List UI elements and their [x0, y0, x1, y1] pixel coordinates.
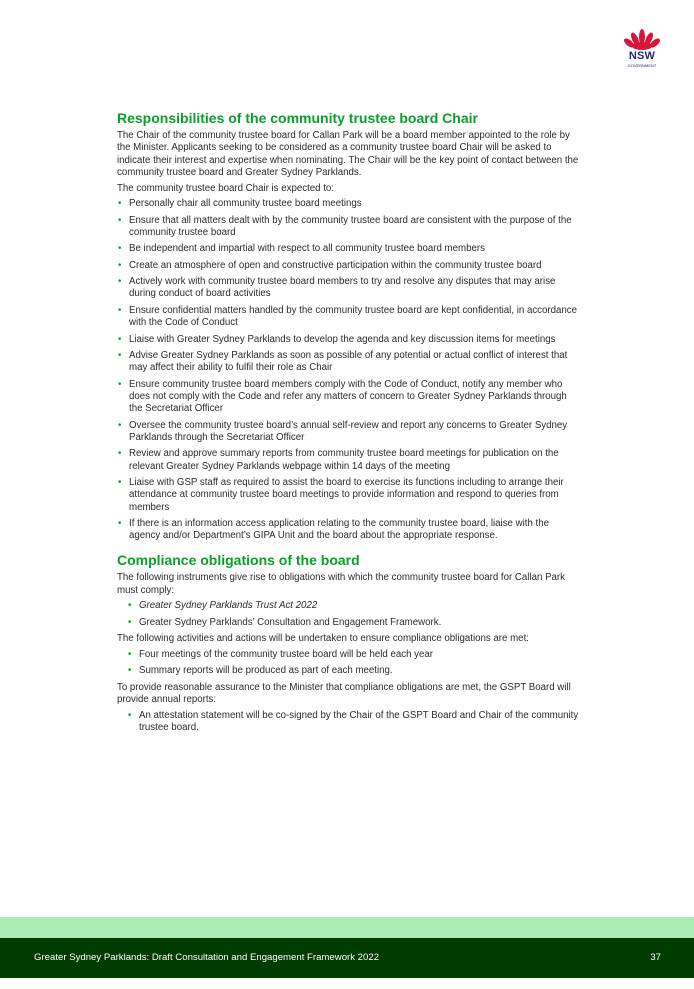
chair-lead: The community trustee board Chair is expected to:: [117, 182, 334, 194]
list-item: • Advise Greater Sydney Parklands as soon as possible of any potential or actual conflict of interest that may affect their ability to fulfil their role as Chair: [117, 350, 579, 374]
list-item: • Personally chair all community trustee board meetings: [117, 198, 579, 210]
logo-subtext: GOVERNMENT: [627, 63, 657, 68]
list-item: • Oversee the community trustee board’s annual self-review and report any concerns to Greater Sydney Parklands through the Secretariat Officer: [117, 420, 579, 444]
footer-title: Greater Sydney Parklands: Draft Consultation and Engagement Framework 2022: [34, 952, 380, 963]
page-number: 37: [650, 952, 661, 963]
list-item: • An attestation statement will be co-signed by the Chair of the GSPT Board and Chair of the community trustee board.: [127, 710, 579, 734]
reports-intro: To provide reasonable assurance to the Minister that compliance obligations are met, the GSPT Board will provide annual reports:: [117, 681, 571, 706]
list-item: • Ensure confidential matters handled by the community trustee board are kept confidential, in accordance with the Code of Conduct: [117, 305, 579, 329]
footer: [0, 938, 694, 978]
nsw-government-logo: [622, 28, 662, 72]
logo-text: NSW: [628, 50, 656, 62]
waratah-icon: [622, 28, 662, 52]
list-item: • Liaise with GSP staff as required to assist the board to exercise its functions including to arrange their attendance at community trustee board meetings to provide information and respond to queries from members: [117, 477, 579, 514]
chair-intro: The Chair of the community trustee board for Callan Park will be a board member appointed to the role by the Minister. Applicants seeking to be considered as a community trustee board Chair will be asked to indicate their interest and expertise when nominating. The Chair will be the key point of contact between the community trustee board and Greater Sydney Parklands.: [117, 130, 579, 179]
reports-list: [117, 710, 579, 734]
list-item: • Create an atmosphere of open and constructive participation within the community trustee board: [117, 260, 579, 272]
list-item: • Be independent and impartial with respect to all community trustee board members: [117, 243, 579, 255]
list-item: • Ensure community trustee board members comply with the Code of Conduct, notify any member who does not comply with the Code and refer any matters of concern to Greater Sydney Parklands through the Secretariat Officer: [117, 379, 579, 416]
list-item: • Greater Sydney Parklands’ Consultation and Engagement Framework.: [127, 617, 579, 629]
list-item: • Liaise with Greater Sydney Parklands to develop the agenda and key discussion items for meetings: [117, 334, 579, 346]
list-item: • Actively work with community trustee board members to try and resolve any disputes that may arise during conduct of board activities: [117, 276, 579, 300]
activities-list: [117, 649, 579, 678]
list-item: • Ensure that all matters dealt with by the community trustee board are consistent with the purpose of the community trustee board: [117, 215, 579, 239]
list-item: • If there is an information access application relating to the community trustee board, liaise with the agency and/or Department’s GIPA Unit and the board about the appropriate response.: [117, 518, 579, 542]
footer-accent-band: [0, 917, 694, 938]
list-item: • Four meetings of the community trustee board will be held each year: [127, 649, 579, 661]
compliance-intro: The following instruments give rise to obligations with which the community trustee board for Callan Park must comply:: [117, 572, 565, 596]
instruments-list: [117, 600, 579, 629]
activities-intro: The following activities and actions will be undertaken to ensure compliance obligations are met:: [117, 633, 529, 645]
list-item: • Greater Sydney Parklands Trust Act 2022: [127, 600, 579, 612]
section-heading-chair: Responsibilities of the community trustee board Chair: [117, 110, 478, 126]
page-content: [117, 110, 579, 738]
chair-responsibilities-list: [117, 198, 579, 542]
list-item: • Review and approve summary reports from community trustee board meetings for publication on the relevant Greater Sydney Parklands webpage within 14 days of the meeting: [117, 448, 579, 472]
section-heading-compliance: Compliance obligations of the board: [117, 552, 360, 569]
list-item: • Summary reports will be produced as part of each meeting.: [127, 665, 579, 677]
